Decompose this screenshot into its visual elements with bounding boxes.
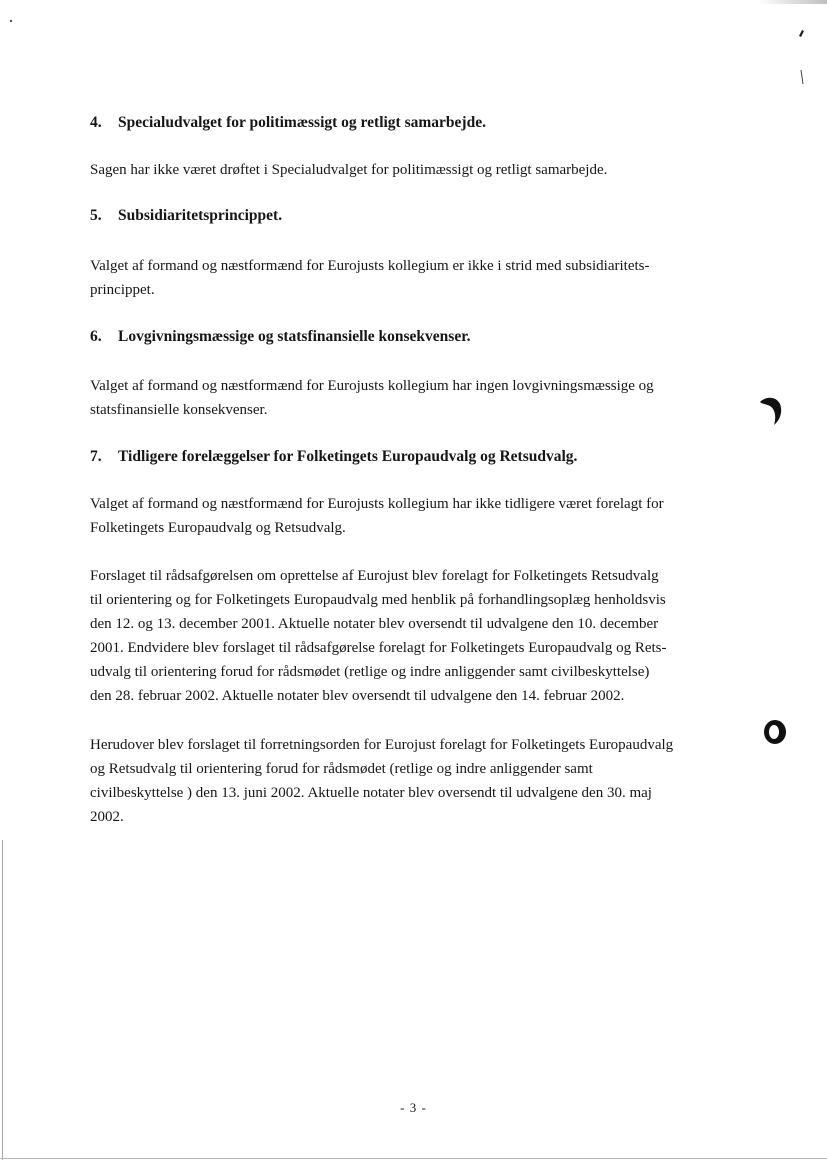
section-heading bbox=[90, 448, 577, 466]
punch-hole-icon bbox=[756, 394, 784, 428]
paragraph bbox=[90, 254, 750, 302]
paragraph bbox=[90, 158, 750, 182]
paragraph-line: 2001. Endvidere blev forslaget til rådsafgørelse forelagt for Folketingets Europaudvalg og Rets- bbox=[90, 640, 667, 656]
section-number: 4. bbox=[90, 114, 102, 131]
scan-artifact bbox=[757, 0, 827, 4]
paragraph-line: Sagen har ikke været drøftet i Specialudvalget for politimæssigt og retligt samarbejde. bbox=[90, 162, 608, 178]
section-heading bbox=[90, 114, 486, 132]
paragraph bbox=[90, 564, 750, 708]
paragraph-line: den 28. februar 2002. Aktuelle notater blev oversendt til udvalgene den 14. februar 2002. bbox=[90, 688, 625, 704]
paragraph-line: statsfinansielle konsekvenser. bbox=[90, 402, 268, 418]
section-heading bbox=[90, 328, 471, 346]
paragraph-line: Forslaget til rådsafgørelsen om oprettelse af Eurojust blev forelagt for Folketingets Retsudvalg bbox=[90, 568, 659, 584]
section-title: Tidligere forelæggelser for Folketingets Europaudvalg og Retsudvalg. bbox=[118, 448, 578, 465]
scan-speck-icon bbox=[8, 18, 14, 24]
paragraph-line: Herudover blev forslaget til forretningsorden for Eurojust forelagt for Folketingets Europaudvalg bbox=[90, 737, 674, 753]
paragraph-line: til orientering og for Folketingets Europaudvalg med henblik på forhandlingsoplæg henholdsvis bbox=[90, 592, 666, 608]
section-title: Lovgivningsmæssige og statsfinansielle konsekvenser. bbox=[118, 328, 471, 345]
paragraph-line: 2002. bbox=[90, 809, 124, 825]
paragraph-line: Valget af formand og næstformænd for Eurojusts kollegium er ikke i strid med subsidiaritets- bbox=[90, 258, 650, 274]
section-number: 5. bbox=[90, 207, 102, 224]
page-number: - 3 - bbox=[400, 1100, 427, 1115]
paragraph-line: den 12. og 13. december 2001. Aktuelle notater blev oversendt til udvalgene den 10. december bbox=[90, 616, 659, 632]
punch-hole-icon bbox=[760, 716, 790, 748]
scan-edge-line bbox=[0, 1158, 827, 1159]
section-title: Specialudvalget for politimæssigt og retligt samarbejde. bbox=[118, 114, 486, 131]
paragraph-line: udvalg til orientering forud for rådsmødet (retlige og indre anliggender samt civilbeskyttelse) bbox=[90, 664, 650, 680]
paragraph bbox=[90, 492, 750, 540]
paragraph-line: Valget af formand og næstformænd for Eurojusts kollegium har ingen lovgivningsmæssige og bbox=[90, 378, 654, 394]
paragraph-line: civilbeskyttelse ) den 13. juni 2002. Aktuelle notater blev oversendt til udvalgene den 30. maj bbox=[90, 785, 652, 801]
paragraph-line: princippet. bbox=[90, 282, 155, 298]
paragraph bbox=[90, 733, 750, 829]
section-number: 7. bbox=[90, 448, 102, 465]
paragraph-line: Folketingets Europaudvalg og Retsudvalg. bbox=[90, 520, 346, 536]
paragraph bbox=[90, 374, 750, 422]
scan-speck-icon bbox=[798, 66, 806, 88]
section-title: Subsidiaritetsprincippet. bbox=[118, 207, 283, 224]
section-heading bbox=[90, 207, 282, 225]
paragraph-line: Valget af formand og næstformænd for Eurojusts kollegium har ikke tidligere været forelagt for bbox=[90, 496, 664, 512]
paragraph-line: og Retsudvalg til orientering forud for rådsmødet (retlige og indre anliggender samt bbox=[90, 761, 593, 777]
section-number: 6. bbox=[90, 328, 102, 345]
scan-speck-icon bbox=[796, 26, 808, 40]
